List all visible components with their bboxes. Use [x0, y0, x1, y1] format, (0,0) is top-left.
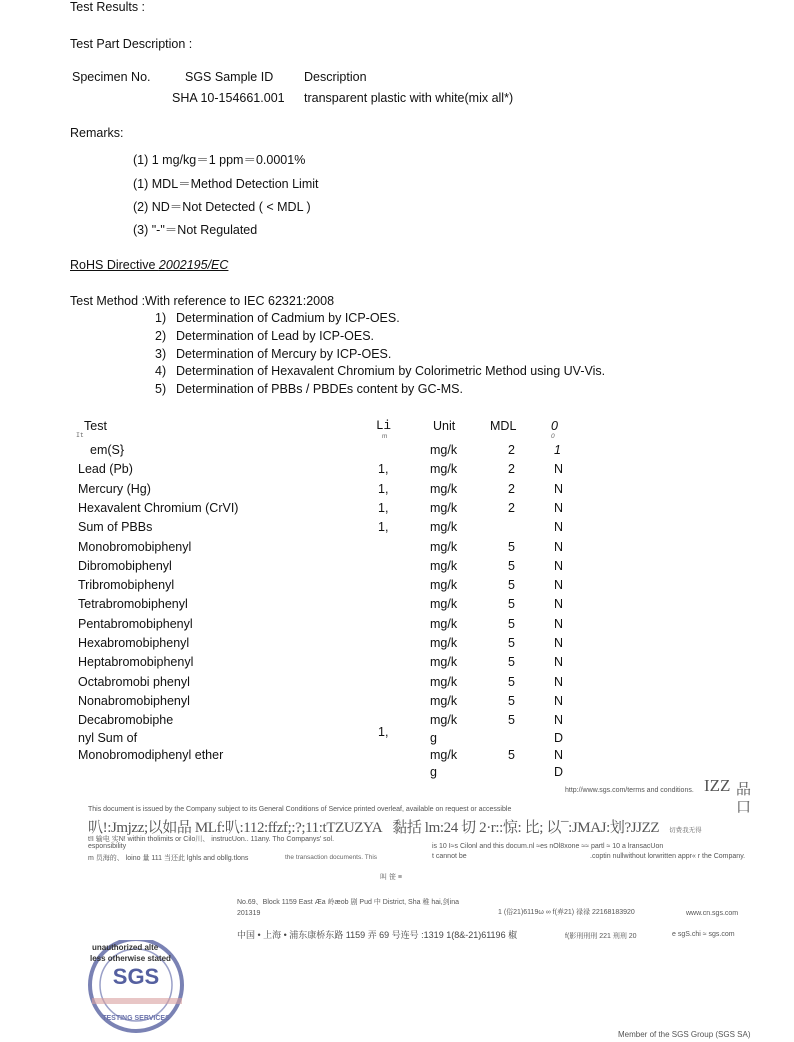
- test-method-number: 4): [155, 364, 167, 379]
- row-unit: mg/k: [430, 520, 458, 535]
- test-results-heading: Test Results :: [70, 0, 146, 14]
- row-result: N: [554, 597, 564, 612]
- address-en: No.69、Block 1159 East Æa 岭æob 剧 Pud 中 District, Sha 稚 hai,剑ina: [237, 899, 460, 906]
- remark-item: (1) 1 mg/kg＝1 ppm＝0.0001%: [133, 153, 306, 167]
- terms-big: IZZ: [704, 776, 731, 795]
- fax-cn: f(影刑刑刑 221 刑刑 20: [565, 933, 637, 940]
- terms-glyph: 品: [736, 781, 752, 798]
- row-mdl: 5: [508, 558, 515, 573]
- remarks-heading: Remarks:: [70, 126, 124, 140]
- col-header-mdl: MDL: [490, 419, 517, 433]
- row-test-name: Octabromobi phenyl: [78, 674, 190, 689]
- footer-right-small-1: is 10 I≈s Cilonl and this docum.nl ≈es nOl8xone ≈≈ partl ≈ 10 a lransacUon: [432, 843, 664, 850]
- row-test-name: Tetrabromobiphenyl: [78, 597, 188, 612]
- row-mdl: 5: [508, 616, 515, 631]
- row-limit: 1,: [378, 725, 389, 739]
- test-method-item: Determination of Mercury by ICP-OES.: [176, 346, 392, 361]
- row-mdl: 5: [508, 655, 515, 670]
- row-limit: 1,: [378, 481, 389, 496]
- row-result: N: [554, 578, 564, 593]
- remark-item: (2) ND＝Not Detected ( < MDL ): [133, 200, 311, 214]
- row-mdl: 5: [508, 748, 515, 762]
- row-result: N: [554, 481, 564, 496]
- specimen-sample-id: SHA 10-154661.001: [172, 91, 285, 105]
- row-result: N: [554, 558, 564, 573]
- row-result: N: [554, 616, 564, 631]
- row-mdl: 5: [508, 578, 515, 593]
- row-unit: mg/k: [430, 539, 458, 554]
- row-unit: mg/k: [430, 674, 458, 689]
- row-test-name: Lead (Pb): [78, 462, 133, 477]
- row-result: N: [554, 713, 564, 728]
- row-result: N: [554, 748, 564, 762]
- col-header-unit: Unit: [433, 419, 456, 433]
- website[interactable]: www.cn.sgs.com: [686, 910, 739, 917]
- postcode: 201319: [237, 910, 261, 917]
- row-result: N: [554, 500, 564, 515]
- row-mdl: 5: [508, 636, 515, 650]
- row-unit: mg/k: [430, 748, 458, 762]
- col-header-test-sub: It: [76, 432, 84, 439]
- test-method-number: 3): [155, 346, 167, 361]
- row-mdl: 5: [508, 713, 515, 728]
- col-header-test: Test: [84, 419, 107, 433]
- footer-marks: 叫 笹 ≡: [380, 874, 402, 881]
- footer-left-small-1: t!I 输电 实N! within tholimits or Cilo川、 instrucUon.. 11any. Tho Companys' sol.: [88, 836, 335, 843]
- row-unit: mg/k: [430, 597, 458, 612]
- footer-big-right: 黏括 lm:24 切 2·r::惊: 比; 以¯:JMAJ:划?JJZZ: [392, 820, 660, 836]
- specimen-header-no: Specimen No.: [72, 70, 151, 84]
- row-test-name: Monobromodiphenyl ether: [78, 748, 224, 762]
- row-test-name: Sum of PBBs: [78, 520, 153, 535]
- row-result: N: [554, 462, 564, 477]
- remark-item: (3) "-"＝Not Regulated: [133, 223, 258, 237]
- specimen-header-description: Description: [304, 70, 367, 84]
- remark-item: (1) MDL＝Method Detection Limit: [133, 177, 319, 191]
- row-limit: 1,: [378, 500, 389, 515]
- test-method-number: 1): [155, 311, 167, 325]
- row-unit: mg/k: [430, 616, 458, 631]
- row-test-name: Nonabromobiphenyl: [78, 693, 190, 708]
- col-header-result: 0: [551, 419, 558, 433]
- row-test-name: Pentabromobiphenyl: [78, 616, 193, 631]
- terms-glyph-2: 口: [736, 799, 752, 816]
- col-header-limit-sub: m: [382, 433, 388, 440]
- address-cn: 中国 • 上海 • 浦东康桥东路 1159 弄 69 号连号 :1319 1(8&-21)61196 椒: [237, 930, 518, 940]
- row-limit: 1,: [378, 520, 389, 535]
- row-unit: mg/k: [430, 500, 458, 515]
- test-method-item: Determination of Hexavalent Chromium by Colorimetric Method using UV-Vis.: [176, 364, 606, 379]
- row-test-name: Monobromobiphenyl: [78, 539, 192, 554]
- member-sgs-group: Member of the SGS Group (SGS SA): [618, 1030, 751, 1039]
- footer-left-small-3: m 员海的、 loino 量 111 当还此 lghls and obllg.tlons: [88, 855, 249, 862]
- row-result: N: [554, 655, 564, 670]
- row-test-name: Decabromobiphe: [78, 713, 174, 728]
- row-test-name: Heptabromobiphenyl: [78, 655, 194, 670]
- test-method-number: 5): [155, 382, 167, 397]
- test-method-item: Determination of PBBs / PBDEs content by GC-MS.: [176, 382, 463, 397]
- row-result: D: [554, 731, 564, 745]
- row-result: N: [554, 674, 564, 689]
- row-result: D: [554, 765, 564, 779]
- row-test-name: em(S}: [90, 443, 125, 457]
- sgs-stamp: [82, 940, 194, 1040]
- directive-prefix: RoHS Directive: [70, 258, 159, 272]
- footer-right-small-2: t cannot be: [432, 853, 467, 860]
- row-mdl: 5: [508, 693, 515, 708]
- row-test-name: Hexabromobiphenyl: [78, 636, 190, 650]
- row-unit: mg/k: [430, 481, 458, 496]
- row-limit: 1,: [378, 462, 389, 477]
- phone-en: 1 (俗21)6119ω ∞ f(弆21) 禄禄 22168183920: [498, 909, 635, 916]
- row-mdl: 2: [508, 462, 515, 477]
- row-unit: mg/k: [430, 462, 458, 477]
- row-unit: mg/k: [430, 578, 458, 593]
- row-unit: g: [430, 765, 437, 779]
- col-header-limit: Li: [376, 419, 392, 433]
- row-mdl: 5: [508, 674, 515, 689]
- row-unit: mg/k: [430, 655, 458, 670]
- stamp-top-text: unauthorized alte: [92, 943, 159, 952]
- sgs-stamp-icon: [82, 940, 194, 1040]
- footer-big-left: 叭!:Jmjzz;以如品 MLf:叭:112:ffzf;:?;11:tTZUZYA: [88, 820, 383, 836]
- row-test-name: Hexavalent Chromium (CrVI): [78, 500, 239, 515]
- stamp-logo: SGS: [112, 964, 160, 989]
- row-mdl: 5: [508, 597, 515, 612]
- test-method-number: 2): [155, 328, 167, 343]
- footer-left-small-2: esponsibility: [88, 843, 127, 850]
- row-unit: mg/k: [430, 443, 458, 457]
- row-mdl: 2: [508, 481, 515, 496]
- terms-link[interactable]: http://www.sgs.com/terms and conditions.: [565, 787, 694, 794]
- footer-line-1: This document is issued by the Company subject to its General Conditions of Service printed overleaf, available on request or accessible: [88, 806, 512, 813]
- test-part-description-heading: Test Part Description :: [70, 37, 193, 51]
- row-result: N: [554, 520, 564, 535]
- row-result: N: [554, 539, 564, 554]
- row-result: 1: [554, 443, 561, 457]
- row-result: N: [554, 636, 564, 650]
- specimen-description: transparent plastic with white(mix all*): [304, 91, 514, 105]
- row-mdl: 2: [508, 443, 515, 457]
- col-header-result-sub: 0: [551, 433, 555, 440]
- footer-right-small-3: .coptin nullwithout lorwritten appr« r the Company.: [590, 853, 746, 860]
- row-mdl: 5: [508, 539, 515, 554]
- test-method-item: Determination of Cadmium by ICP-OES.: [176, 311, 400, 325]
- row-test-name: nyl Sum of: [78, 731, 138, 745]
- test-method-heading: Test Method :With reference to IEC 62321:2008: [70, 294, 335, 308]
- row-unit: mg/k: [430, 558, 458, 573]
- row-result: N: [554, 693, 564, 708]
- row-test-name: Mercury (Hg): [78, 481, 151, 496]
- row-test-name: Tribromobiphenyl: [78, 578, 175, 593]
- footer-left-small-3-tail: the transaction documents. This: [285, 854, 378, 861]
- row-unit: mg/k: [430, 713, 458, 728]
- row-unit: mg/k: [430, 636, 458, 650]
- row-mdl: 2: [508, 500, 515, 515]
- stamp-mid-text: less otherwise stated: [90, 954, 171, 963]
- stamp-ring: TESTING SERVICES: [102, 1015, 170, 1022]
- row-test-name: Dibromobiphenyl: [78, 558, 172, 573]
- row-unit: mg/k: [430, 693, 458, 708]
- footer-big-right-tail: 切费我无得: [669, 827, 702, 834]
- test-method-item: Determination of Lead by ICP-OES.: [176, 328, 375, 343]
- rohs-directive-heading: [70, 258, 228, 272]
- email[interactable]: e sgS.chi ≈ sgs.com: [672, 931, 735, 938]
- row-unit: g: [430, 731, 437, 745]
- directive-number: 2002195/EC: [158, 258, 229, 272]
- specimen-header-id: SGS Sample ID: [185, 70, 274, 84]
